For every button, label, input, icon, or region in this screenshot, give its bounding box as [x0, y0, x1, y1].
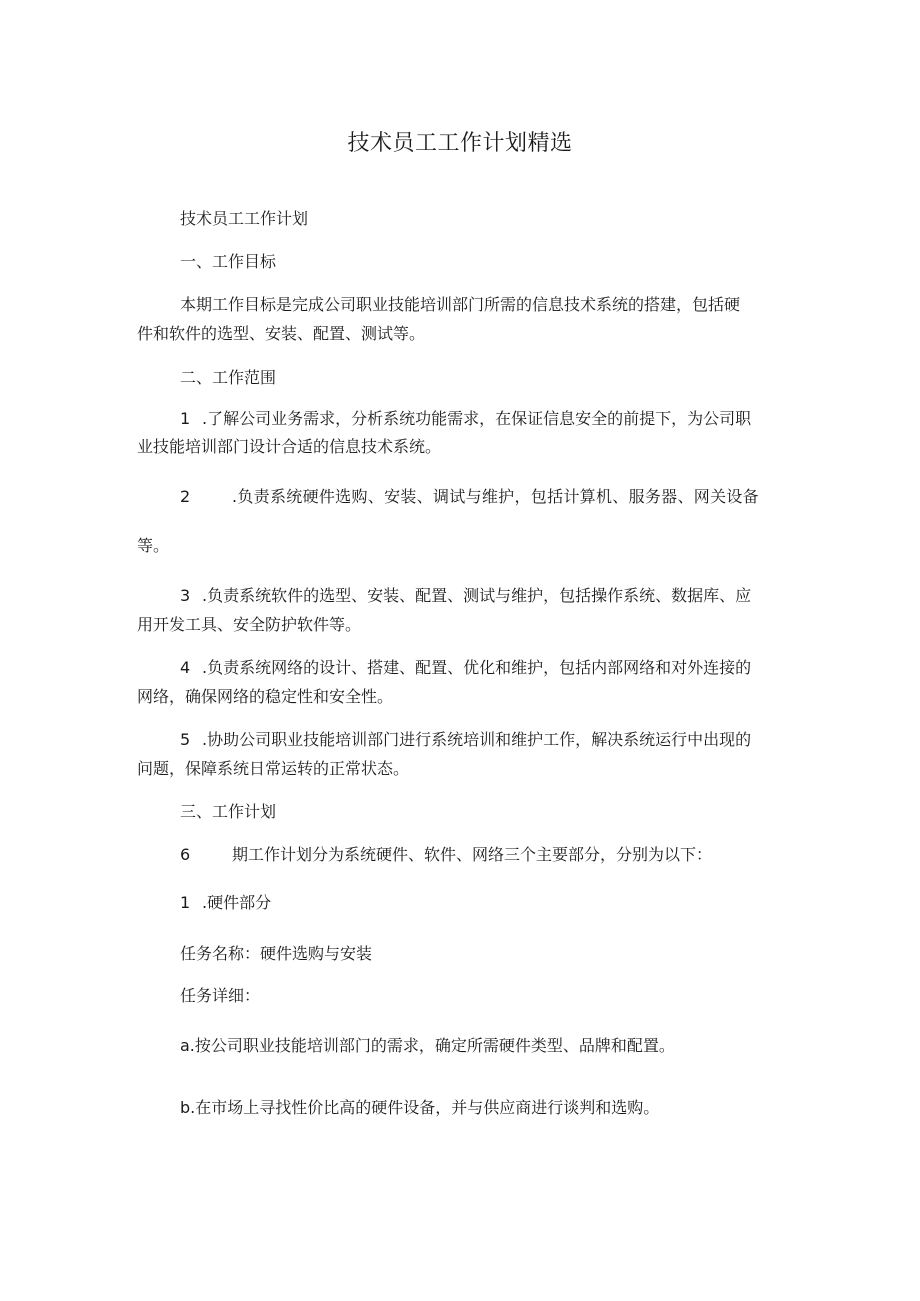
plan-intro-number: 6	[180, 845, 191, 864]
scope-item-1-number: 1	[180, 409, 191, 428]
plan-sub-number: 1	[180, 893, 191, 912]
plan-intro-text: 期工作计划分为系统硬件、软件、网络三个主要部分，分别为以下：	[232, 845, 713, 864]
scope-item-4-line2: 网络，确保网络的稳定性和安全性。	[137, 687, 394, 706]
scope-item-2-text: .负责系统硬件选购、安装、调试与维护，包括计算机、服务器、网关设备	[232, 487, 759, 506]
scope-item-5-line2: 问题，保障系统日常运转的正常状态。	[137, 759, 410, 778]
scope-item-3-line2: 用开发工具、安全防护软件等。	[137, 615, 362, 634]
scope-item-3-text: .负责系统软件的选型、安装、配置、测试与维护，包括操作系统、数据库、应	[202, 586, 752, 605]
section1-para-line2: 件和软件的选型、安装、配置、测试等。	[137, 324, 426, 343]
task-detail-label: 任务详细：	[180, 986, 261, 1005]
document-subtitle: 技术员工工作计划	[180, 209, 309, 228]
plan-sub-heading	[180, 893, 271, 913]
scope-item-1	[180, 409, 751, 429]
scope-item-5-number: 5	[180, 730, 191, 749]
scope-item-4-number: 4	[180, 658, 191, 677]
task-detail-b: b.在市场上寻找性价比高的硬件设备，并与供应商进行谈判和选购。	[180, 1098, 660, 1117]
plan-sub-text: .硬件部分	[202, 893, 272, 912]
scope-item-1-line2: 业技能培训部门设计合适的信息技术系统。	[137, 437, 442, 456]
section3-heading: 三、工作计划	[180, 802, 277, 821]
scope-item-4-text: .负责系统网络的设计、搭建、配置、优化和维护，包括内部网络和对外连接的	[202, 658, 752, 677]
scope-item-3-number: 3	[180, 586, 191, 605]
document-title: 技术员工工作计划精选	[347, 131, 573, 156]
scope-item-1-text: .了解公司业务需求，分析系统功能需求，在保证信息安全的前提下，为公司职	[202, 409, 752, 428]
scope-item-2	[180, 487, 759, 507]
scope-item-2-line2: 等。	[137, 536, 170, 555]
scope-item-5	[180, 730, 751, 750]
task-name: 任务名称：硬件选购与安装	[180, 944, 373, 963]
section1-heading: 一、工作目标	[180, 252, 277, 271]
section1-para-line1: 本期工作目标是完成公司职业技能培训部门所需的信息技术系统的搭建，包括硬	[180, 295, 741, 314]
plan-intro	[180, 845, 712, 865]
section2-heading: 二、工作范围	[180, 368, 277, 387]
scope-item-4	[180, 658, 751, 678]
scope-item-3	[180, 586, 751, 606]
scope-item-2-number: 2	[180, 487, 191, 506]
task-detail-a: a.按公司职业技能培训部门的需求，确定所需硬件类型、品牌和配置。	[180, 1036, 675, 1055]
scope-item-5-text: .协助公司职业技能培训部门进行系统培训和维护工作，解决系统运行中出现的	[202, 730, 752, 749]
